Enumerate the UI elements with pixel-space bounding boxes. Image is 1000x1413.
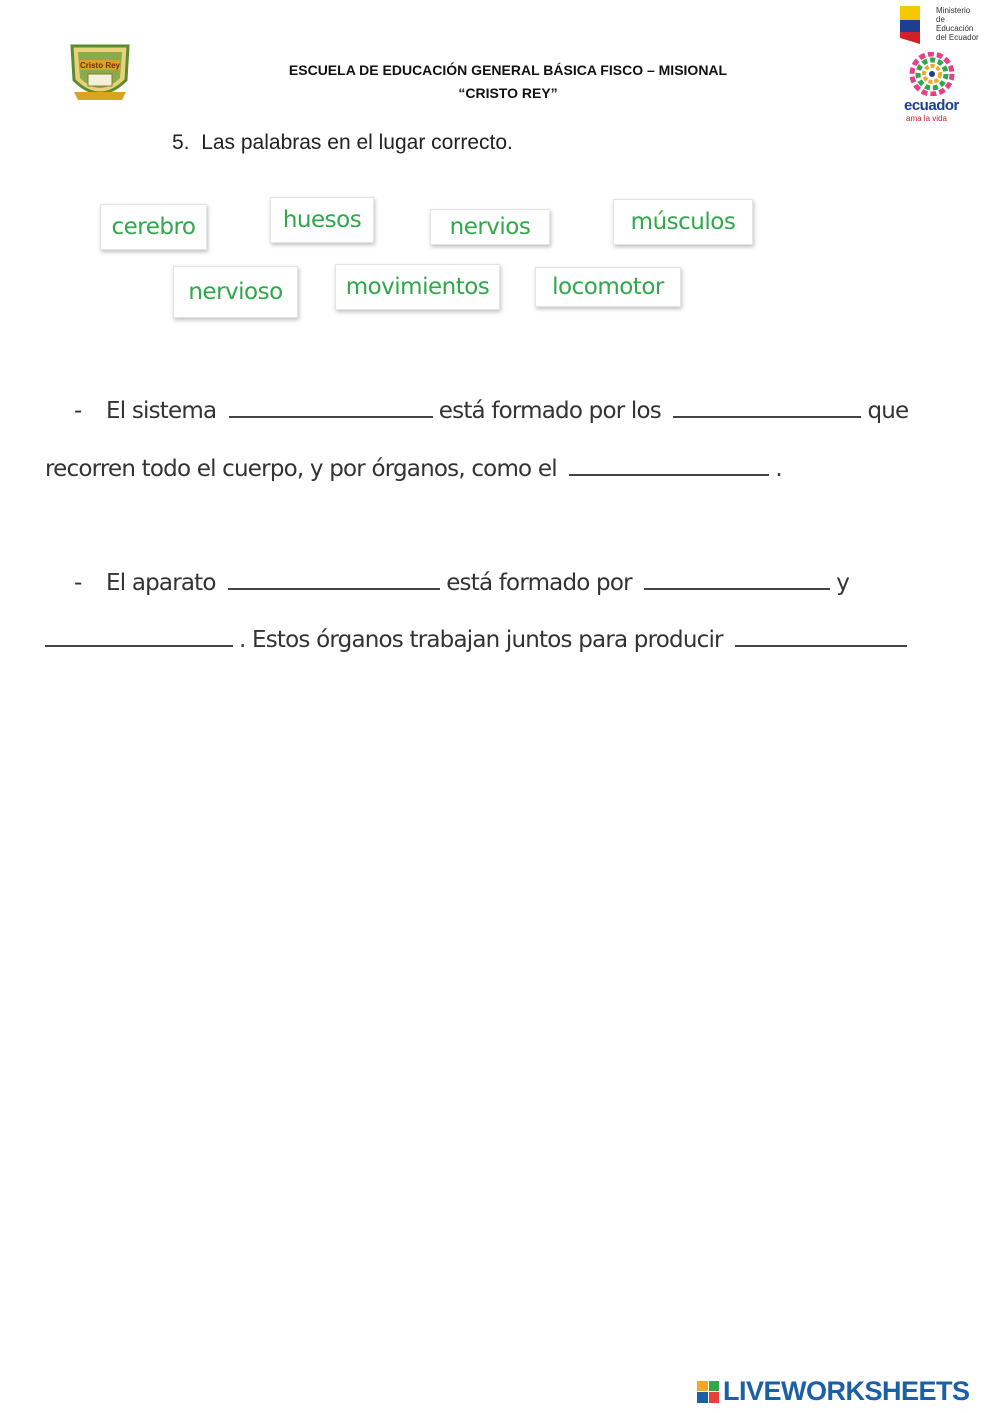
answer-blank-2[interactable] <box>673 394 861 418</box>
sentence-text: recorren todo el cuerpo, y por órganos, como el <box>45 456 557 482</box>
word-chip-nervios[interactable]: nervios <box>430 209 550 245</box>
ministry-text: Ministerio de Educación del Ecuador <box>936 6 979 42</box>
ecuador-tagline: ama la vida <box>906 114 947 123</box>
word-chip-huesos[interactable]: huesos <box>270 197 374 243</box>
word-chip-cerebro[interactable]: cerebro <box>100 204 207 250</box>
word-chip-movimientos[interactable]: movimientos <box>335 264 500 310</box>
instruction-text: Las palabras en el lugar correcto. <box>201 131 513 154</box>
word-chip-nervioso[interactable]: nervioso <box>173 266 298 318</box>
school-name: ESCUELA DE EDUCACIÓN GENERAL BÁSICA FISCO – MISIONAL <box>288 62 728 78</box>
sentence-2-line-2 <box>45 623 913 653</box>
answer-blank-4[interactable] <box>228 566 440 590</box>
word-chip-musculos[interactable]: músculos <box>613 199 753 245</box>
brand-text: LIVEWORKSHEETS <box>723 1376 970 1406</box>
sentence-text: está formado por los <box>438 398 661 424</box>
sentence-2-line-1 <box>74 566 849 596</box>
bullet-dash: - <box>74 570 82 596</box>
answer-blank-1[interactable] <box>229 394 433 418</box>
answer-blank-7[interactable] <box>735 623 907 647</box>
svg-text:Cristo Rey: Cristo Rey <box>79 61 121 70</box>
answer-blank-5[interactable] <box>644 566 830 590</box>
instruction <box>172 131 513 155</box>
bullet-dash: - <box>74 398 82 424</box>
school-subtitle: “CRISTO REY” <box>458 85 558 101</box>
word-chip-locomotor[interactable]: locomotor <box>535 267 681 307</box>
sentence-text: . Estos órganos trabajan juntos para producir <box>239 627 723 653</box>
sentence-text: El aparato <box>106 570 216 596</box>
instruction-number: 5. <box>172 131 190 154</box>
liveworksheets-logo-icon <box>697 1381 719 1403</box>
sentence-text: El sistema <box>106 398 217 424</box>
liveworksheets-brand <box>697 1376 970 1407</box>
sentence-text: que <box>867 398 909 424</box>
sentence-1-line-1 <box>74 394 908 424</box>
ministry-logo <box>898 2 980 130</box>
answer-blank-3[interactable] <box>569 452 769 476</box>
ecuador-word: ecuador <box>904 97 959 114</box>
sentence-1-line-2 <box>45 452 782 482</box>
ecuador-sun-logo-icon <box>906 52 958 96</box>
sentence-text: y <box>836 570 850 596</box>
sentence-text: . <box>775 456 782 482</box>
sentence-text: está formado por <box>446 570 632 596</box>
answer-blank-6[interactable] <box>45 623 233 647</box>
